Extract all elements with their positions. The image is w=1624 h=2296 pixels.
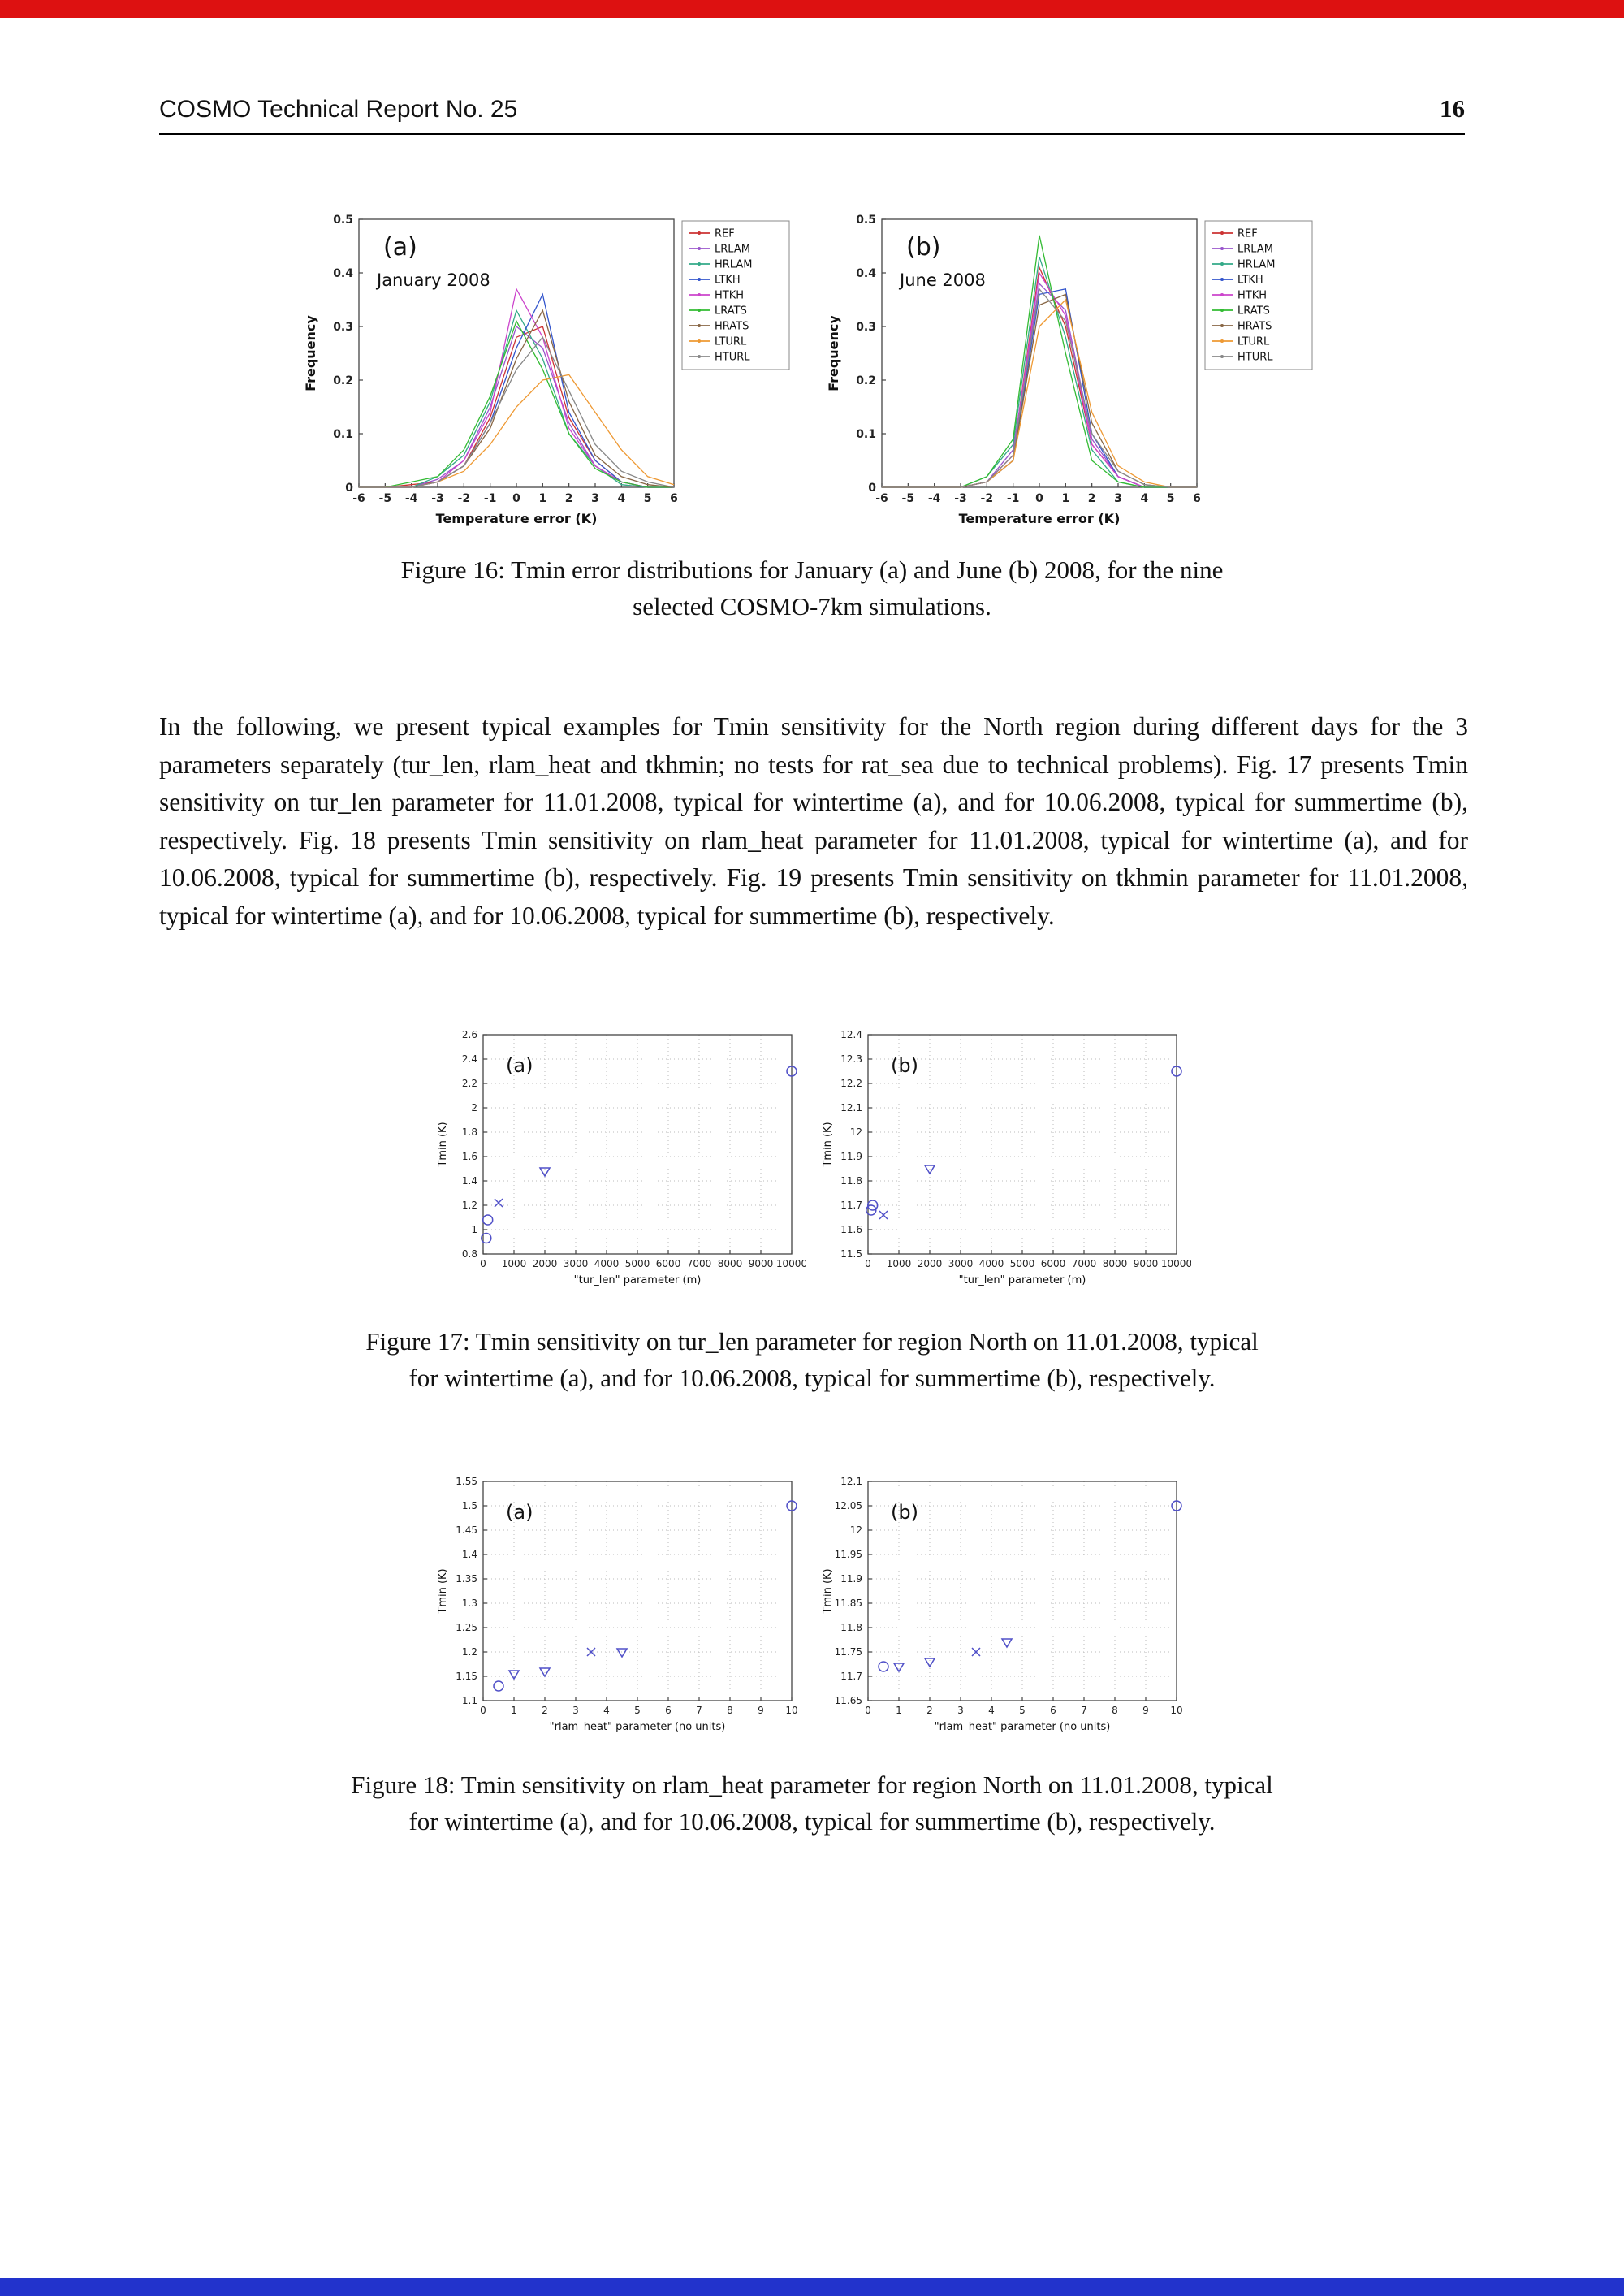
svg-text:REF: REF — [1237, 227, 1258, 240]
svg-text:7000: 7000 — [686, 1258, 712, 1269]
svg-text:2.2: 2.2 — [461, 1078, 477, 1090]
figure18b-scatter-chart — [818, 1468, 1191, 1740]
svg-text:6: 6 — [665, 1705, 672, 1716]
svg-text:11.7: 11.7 — [840, 1671, 862, 1683]
figure16-caption — [0, 552, 1624, 625]
svg-text:11.5: 11.5 — [840, 1248, 862, 1260]
svg-text:0.8: 0.8 — [461, 1248, 477, 1260]
svg-text:HTKH: HTKH — [715, 289, 745, 302]
svg-text:HRLAM: HRLAM — [715, 258, 753, 271]
svg-text:"tur_len" parameter (m): "tur_len" parameter (m) — [573, 1274, 702, 1286]
svg-text:0.2: 0.2 — [333, 374, 353, 387]
svg-text:1.1: 1.1 — [461, 1695, 477, 1707]
svg-text:(b): (b) — [891, 1054, 918, 1077]
svg-text:0: 0 — [345, 481, 353, 495]
svg-text:10: 10 — [1170, 1705, 1183, 1716]
svg-text:1: 1 — [538, 492, 547, 505]
svg-text:5: 5 — [1019, 1705, 1026, 1716]
svg-text:5: 5 — [643, 492, 652, 505]
svg-text:10: 10 — [785, 1705, 798, 1716]
svg-text:11.7: 11.7 — [840, 1200, 862, 1212]
svg-text:1: 1 — [471, 1224, 477, 1236]
svg-text:12.05: 12.05 — [834, 1500, 862, 1512]
svg-text:1.4: 1.4 — [461, 1549, 477, 1561]
svg-text:10000: 10000 — [1160, 1258, 1191, 1269]
svg-text:(b): (b) — [906, 233, 941, 262]
svg-text:12: 12 — [849, 1524, 862, 1537]
svg-text:Tmin (K): Tmin (K) — [822, 1568, 834, 1614]
svg-text:-6: -6 — [352, 492, 365, 505]
svg-text:2.6: 2.6 — [461, 1029, 477, 1041]
figure17a-scatter-chart — [433, 1022, 806, 1294]
svg-text:Temperature error (K): Temperature error (K) — [435, 511, 598, 526]
svg-text:-1: -1 — [1006, 492, 1020, 505]
svg-text:12.4: 12.4 — [840, 1029, 862, 1041]
figure18a-scatter-chart — [433, 1468, 806, 1740]
svg-text:6: 6 — [1050, 1705, 1056, 1716]
svg-text:1.2: 1.2 — [461, 1200, 477, 1212]
figure17-caption-line2: for wintertime (a), and for 10.06.2008, typical for summertime (b), respectively. — [408, 1363, 1216, 1392]
svg-text:8000: 8000 — [717, 1258, 743, 1269]
svg-text:1.45: 1.45 — [456, 1524, 477, 1537]
svg-text:8: 8 — [1112, 1705, 1118, 1716]
svg-text:HTURL: HTURL — [715, 351, 750, 364]
svg-text:3: 3 — [957, 1705, 964, 1716]
svg-text:LTKH: LTKH — [1237, 274, 1263, 287]
svg-text:(a): (a) — [383, 233, 417, 262]
svg-text:11.6: 11.6 — [840, 1224, 862, 1236]
svg-text:2: 2 — [564, 492, 573, 505]
svg-text:5: 5 — [1166, 492, 1175, 505]
svg-text:6: 6 — [1193, 492, 1201, 505]
svg-text:11.8: 11.8 — [840, 1622, 862, 1634]
svg-text:2: 2 — [1087, 492, 1096, 505]
svg-text:5000: 5000 — [1009, 1258, 1035, 1269]
figure18-caption-line2: for wintertime (a), and for 10.06.2008, typical for summertime (b), respectively. — [408, 1806, 1216, 1836]
svg-text:0: 0 — [480, 1705, 486, 1716]
svg-text:8: 8 — [727, 1705, 733, 1716]
svg-text:-5: -5 — [901, 492, 915, 505]
svg-text:0.3: 0.3 — [333, 320, 353, 334]
svg-text:7: 7 — [1081, 1705, 1087, 1716]
svg-text:0.4: 0.4 — [856, 266, 876, 280]
svg-text:-6: -6 — [875, 492, 888, 505]
svg-text:10000: 10000 — [775, 1258, 806, 1269]
svg-text:-1: -1 — [483, 492, 497, 505]
svg-text:11.85: 11.85 — [834, 1598, 862, 1610]
svg-text:2: 2 — [926, 1705, 933, 1716]
svg-text:4000: 4000 — [594, 1258, 620, 1269]
svg-text:0.3: 0.3 — [856, 320, 876, 334]
svg-text:1: 1 — [896, 1705, 902, 1716]
svg-text:"rlam_heat" parameter (no unit: "rlam_heat" parameter (no units) — [549, 1721, 726, 1733]
svg-text:7000: 7000 — [1071, 1258, 1097, 1269]
svg-text:1000: 1000 — [501, 1258, 527, 1269]
svg-text:8000: 8000 — [1102, 1258, 1128, 1269]
svg-text:12: 12 — [849, 1126, 862, 1139]
svg-text:1.2: 1.2 — [461, 1646, 477, 1658]
svg-text:6000: 6000 — [655, 1258, 681, 1269]
bottom-blue-bar — [0, 2278, 1624, 2296]
svg-text:2: 2 — [542, 1705, 548, 1716]
figure16-caption-line2: selected COSMO-7km simulations. — [633, 591, 991, 620]
svg-text:LTURL: LTURL — [1237, 335, 1270, 348]
svg-text:Frequency: Frequency — [303, 315, 318, 391]
svg-text:4: 4 — [603, 1705, 610, 1716]
figure16-charts — [0, 205, 1624, 534]
svg-text:LRLAM: LRLAM — [1237, 243, 1273, 256]
svg-text:5: 5 — [634, 1705, 641, 1716]
page-number: 16 — [1440, 94, 1465, 123]
figure18-caption-line1: Figure 18: Tmin sensitivity on rlam_heat parameter for region North on 11.01.2008, typical — [351, 1771, 1273, 1799]
svg-text:1.8: 1.8 — [461, 1126, 477, 1139]
svg-text:1.5: 1.5 — [461, 1500, 477, 1512]
svg-text:4000: 4000 — [978, 1258, 1004, 1269]
svg-text:3: 3 — [591, 492, 599, 505]
svg-text:Tmin (K): Tmin (K) — [437, 1122, 449, 1167]
svg-text:12.3: 12.3 — [840, 1053, 862, 1066]
svg-text:3: 3 — [1114, 492, 1122, 505]
svg-text:LRATS: LRATS — [1237, 305, 1270, 318]
svg-text:HTURL: HTURL — [1237, 351, 1273, 364]
svg-text:9000: 9000 — [1133, 1258, 1159, 1269]
svg-text:3000: 3000 — [563, 1258, 589, 1269]
svg-text:LRATS: LRATS — [715, 305, 747, 318]
svg-text:0.4: 0.4 — [333, 266, 353, 280]
svg-text:4: 4 — [617, 492, 626, 505]
svg-text:-4: -4 — [927, 492, 941, 505]
svg-text:1: 1 — [511, 1705, 517, 1716]
svg-text:11.95: 11.95 — [834, 1549, 862, 1561]
svg-text:11.65: 11.65 — [834, 1695, 862, 1707]
svg-text:-2: -2 — [457, 492, 471, 505]
svg-text:-3: -3 — [431, 492, 444, 505]
figure16-caption-line1: Figure 16: Tmin error distributions for January (a) and June (b) 2008, for the nine — [400, 556, 1224, 584]
svg-text:3: 3 — [572, 1705, 579, 1716]
svg-text:1.3: 1.3 — [461, 1598, 477, 1610]
svg-text:2000: 2000 — [917, 1258, 943, 1269]
svg-text:-2: -2 — [980, 492, 994, 505]
svg-text:0.5: 0.5 — [856, 213, 876, 227]
figure17-charts — [0, 1022, 1624, 1294]
svg-text:1000: 1000 — [886, 1258, 912, 1269]
svg-text:0: 0 — [480, 1258, 486, 1269]
svg-text:9000: 9000 — [748, 1258, 774, 1269]
figure18-caption — [0, 1767, 1624, 1840]
svg-text:0: 0 — [865, 1705, 871, 1716]
svg-text:11.9: 11.9 — [840, 1573, 862, 1585]
header-title: COSMO Technical Report No. 25 — [159, 96, 518, 123]
svg-text:0: 0 — [1035, 492, 1043, 505]
svg-text:June 2008: June 2008 — [900, 270, 986, 290]
svg-text:3000: 3000 — [948, 1258, 974, 1269]
svg-text:-5: -5 — [378, 492, 392, 505]
svg-text:2.4: 2.4 — [461, 1053, 477, 1066]
svg-text:11.8: 11.8 — [840, 1175, 862, 1187]
svg-text:LTURL: LTURL — [715, 335, 747, 348]
svg-text:1.15: 1.15 — [456, 1671, 477, 1683]
svg-text:12.1: 12.1 — [840, 1102, 862, 1114]
svg-text:0: 0 — [512, 492, 520, 505]
svg-text:6000: 6000 — [1040, 1258, 1066, 1269]
svg-text:12.1: 12.1 — [840, 1476, 862, 1488]
svg-text:4: 4 — [988, 1705, 995, 1716]
header-rule — [159, 133, 1465, 135]
svg-text:-3: -3 — [954, 492, 967, 505]
svg-text:-4: -4 — [404, 492, 418, 505]
svg-text:HRLAM: HRLAM — [1237, 258, 1276, 271]
svg-text:1.25: 1.25 — [456, 1622, 477, 1634]
svg-text:0.1: 0.1 — [856, 427, 876, 441]
svg-text:"rlam_heat" parameter (no unit: "rlam_heat" parameter (no units) — [934, 1721, 1111, 1733]
svg-text:0: 0 — [868, 481, 876, 495]
svg-text:LTKH: LTKH — [715, 274, 741, 287]
svg-text:HRATS: HRATS — [715, 320, 749, 333]
svg-text:(b): (b) — [891, 1501, 918, 1524]
svg-text:(a): (a) — [506, 1501, 533, 1524]
svg-text:1.6: 1.6 — [461, 1151, 477, 1163]
svg-text:Temperature error (K): Temperature error (K) — [958, 511, 1121, 526]
svg-text:11.75: 11.75 — [834, 1646, 862, 1658]
svg-text:Tmin (K): Tmin (K) — [822, 1122, 834, 1167]
svg-text:9: 9 — [758, 1705, 764, 1716]
svg-text:"tur_len" parameter (m): "tur_len" parameter (m) — [958, 1274, 1086, 1286]
svg-text:(a): (a) — [506, 1054, 533, 1077]
body-paragraph: In the following, we present typical examples for Tmin sensitivity for the North region during different days for the 3 parameters separately (tur_len, rlam_heat and tkhmin; no tests for rat_sea due to technical problems). Fig. 17 presents Tmin sensitivity on tur_len parameter for 11.01.2008, typical for wintertime (a), and for 10.06.2008, typical for summertime (b), respectively. Fig. 18 presents Tmin sensitivity on rlam_heat parameter for 11.01.2008, typical for wintertime (a), and for 10.06.2008, typical for summertime (b), respectively. Fig. 19 presents Tmin sensitivity on tkhmin parameter for 11.01.2008, typical for wintertime (a), and for 10.06.2008, typical for summertime (b), respectively. — [159, 712, 1468, 931]
top-red-bar — [0, 0, 1624, 18]
figure16a-line-chart — [299, 205, 802, 534]
svg-text:1.35: 1.35 — [456, 1573, 477, 1585]
figure17-caption-line1: Figure 17: Tmin sensitivity on tur_len parameter for region North on 11.01.2008, typical — [365, 1327, 1259, 1356]
svg-text:0.1: 0.1 — [333, 427, 353, 441]
svg-text:HRATS: HRATS — [1237, 320, 1272, 333]
svg-text:0.5: 0.5 — [333, 213, 353, 227]
svg-text:5000: 5000 — [624, 1258, 650, 1269]
figure17b-scatter-chart — [818, 1022, 1191, 1294]
svg-text:1: 1 — [1061, 492, 1070, 505]
figure16b-line-chart — [822, 205, 1325, 534]
svg-text:Frequency: Frequency — [826, 315, 841, 391]
svg-text:0.2: 0.2 — [856, 374, 876, 387]
svg-text:12.2: 12.2 — [840, 1078, 862, 1090]
svg-text:6: 6 — [670, 492, 678, 505]
svg-text:9: 9 — [1142, 1705, 1149, 1716]
figure17-caption — [0, 1324, 1624, 1397]
svg-text:1.4: 1.4 — [461, 1175, 477, 1187]
svg-text:2: 2 — [471, 1102, 477, 1114]
svg-text:LRLAM: LRLAM — [715, 243, 750, 256]
svg-text:11.9: 11.9 — [840, 1151, 862, 1163]
svg-text:2000: 2000 — [532, 1258, 558, 1269]
svg-text:1.55: 1.55 — [456, 1476, 477, 1488]
svg-text:REF: REF — [715, 227, 735, 240]
svg-text:7: 7 — [696, 1705, 702, 1716]
svg-text:January 2008: January 2008 — [377, 270, 490, 290]
svg-text:4: 4 — [1140, 492, 1149, 505]
svg-text:Tmin (K): Tmin (K) — [437, 1568, 449, 1614]
svg-text:HTKH: HTKH — [1237, 289, 1268, 302]
svg-text:0: 0 — [865, 1258, 871, 1269]
figure18-charts — [0, 1468, 1624, 1740]
page-header — [159, 94, 1465, 123]
